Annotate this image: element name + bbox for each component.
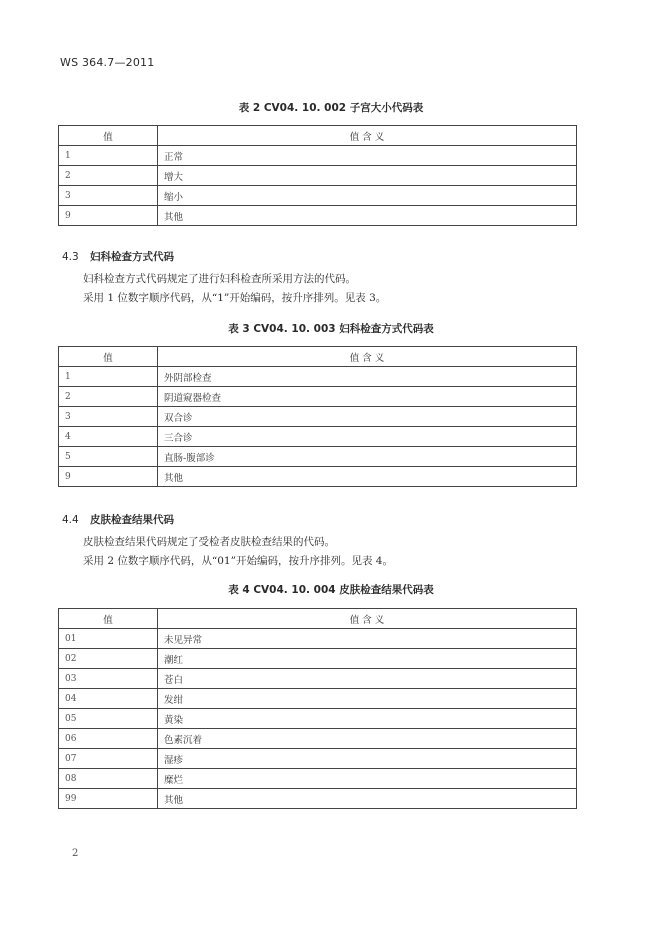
- table2-caption: 表 2 CV04. 10. 002 子宫大小代码表: [238, 102, 424, 114]
- row-meaning: 增大: [158, 166, 577, 186]
- row-meaning: 外阴部检查: [158, 367, 577, 387]
- table2-col-value: 值: [59, 126, 158, 146]
- table-row: [59, 367, 577, 387]
- row-code: 08: [59, 769, 158, 789]
- table-row: [59, 789, 577, 809]
- table-row: [59, 206, 577, 226]
- row-code: 04: [59, 689, 158, 709]
- table3-col-value: 值: [59, 347, 158, 367]
- table-row: [59, 146, 577, 166]
- row-meaning: 发绀: [158, 689, 577, 709]
- table-row: [59, 447, 577, 467]
- table-row: [59, 407, 577, 427]
- section-4-3-heading: [62, 249, 174, 264]
- table-row: [59, 669, 577, 689]
- row-meaning: 湿疹: [158, 749, 577, 769]
- row-code: 3: [59, 186, 158, 206]
- table-row: [59, 427, 577, 447]
- row-meaning: 正常: [158, 146, 577, 166]
- section-4-3-number: 4.3: [62, 251, 79, 263]
- table4-header-row: [59, 609, 577, 629]
- row-code: 2: [59, 387, 158, 407]
- row-meaning: 苍白: [158, 669, 577, 689]
- row-meaning: 三合诊: [158, 427, 577, 447]
- table4-col-value: 值: [59, 609, 158, 629]
- table-row: [59, 769, 577, 789]
- row-meaning: 其他: [158, 206, 577, 226]
- table4: [58, 608, 577, 809]
- table3-caption: 表 3 CV04. 10. 003 妇科检查方式代码表: [228, 323, 434, 335]
- row-meaning: 黄染: [158, 709, 577, 729]
- table3-col-meaning: 值 含 义: [158, 347, 577, 367]
- row-code: 9: [59, 467, 158, 487]
- row-code: 01: [59, 629, 158, 649]
- section-4-3-title: 妇科检查方式代码: [90, 251, 174, 263]
- standard-code: WS 364.7—2011: [60, 56, 155, 69]
- row-meaning: 潮红: [158, 649, 577, 669]
- row-code: 1: [59, 367, 158, 387]
- row-meaning: 其他: [158, 789, 577, 809]
- table3: [58, 346, 577, 487]
- table4-body: [59, 629, 577, 809]
- row-code: 99: [59, 789, 158, 809]
- table-row: [59, 467, 577, 487]
- table4-col-meaning: 值 含 义: [158, 609, 577, 629]
- table2-header-row: [59, 126, 577, 146]
- row-code: 03: [59, 669, 158, 689]
- table-row: [59, 709, 577, 729]
- section-4-4-paragraph-2: 采用 2 位数字顺序代码，从“01”开始编码，按升序排列。见表 4。: [83, 555, 393, 567]
- table-row: [59, 166, 577, 186]
- row-meaning: 直肠-腹部诊: [158, 447, 577, 467]
- row-code: 02: [59, 649, 158, 669]
- table4-caption: 表 4 CV04. 10. 004 皮肤检查结果代码表: [228, 584, 434, 596]
- section-4-3-paragraph-1: 妇科检查方式代码规定了进行妇科检查所采用方法的代码。: [83, 273, 356, 285]
- row-code: 9: [59, 206, 158, 226]
- row-code: 3: [59, 407, 158, 427]
- table-row: [59, 749, 577, 769]
- row-meaning: 其他: [158, 467, 577, 487]
- row-meaning: 双合诊: [158, 407, 577, 427]
- table-row: [59, 729, 577, 749]
- row-code: 5: [59, 447, 158, 467]
- row-meaning: 缩小: [158, 186, 577, 206]
- section-4-4-heading: [62, 512, 174, 527]
- row-code: 05: [59, 709, 158, 729]
- page-number: 2: [72, 848, 79, 859]
- section-4-4-paragraph-1: 皮肤检查结果代码规定了受检者皮肤检查结果的代码。: [83, 536, 335, 548]
- row-meaning: 阴道窥器检查: [158, 387, 577, 407]
- row-meaning: 未见异常: [158, 629, 577, 649]
- row-code: 4: [59, 427, 158, 447]
- table-row: [59, 387, 577, 407]
- row-code: 2: [59, 166, 158, 186]
- table3-body: [59, 367, 577, 487]
- table2: [58, 125, 577, 226]
- table3-header-row: [59, 347, 577, 367]
- table2-col-meaning: 值 含 义: [158, 126, 577, 146]
- section-4-4-number: 4.4: [62, 514, 79, 526]
- row-code: 06: [59, 729, 158, 749]
- table-row: [59, 629, 577, 649]
- section-4-3-paragraph-2: 采用 1 位数字顺序代码，从“1”开始编码，按升序排列。见表 3。: [83, 292, 387, 304]
- table2-body: [59, 146, 577, 226]
- section-4-4-title: 皮肤检查结果代码: [90, 514, 174, 526]
- row-meaning: 色素沉着: [158, 729, 577, 749]
- table-row: [59, 689, 577, 709]
- row-meaning: 糜烂: [158, 769, 577, 789]
- table-row: [59, 649, 577, 669]
- table-row: [59, 186, 577, 206]
- row-code: 1: [59, 146, 158, 166]
- row-code: 07: [59, 749, 158, 769]
